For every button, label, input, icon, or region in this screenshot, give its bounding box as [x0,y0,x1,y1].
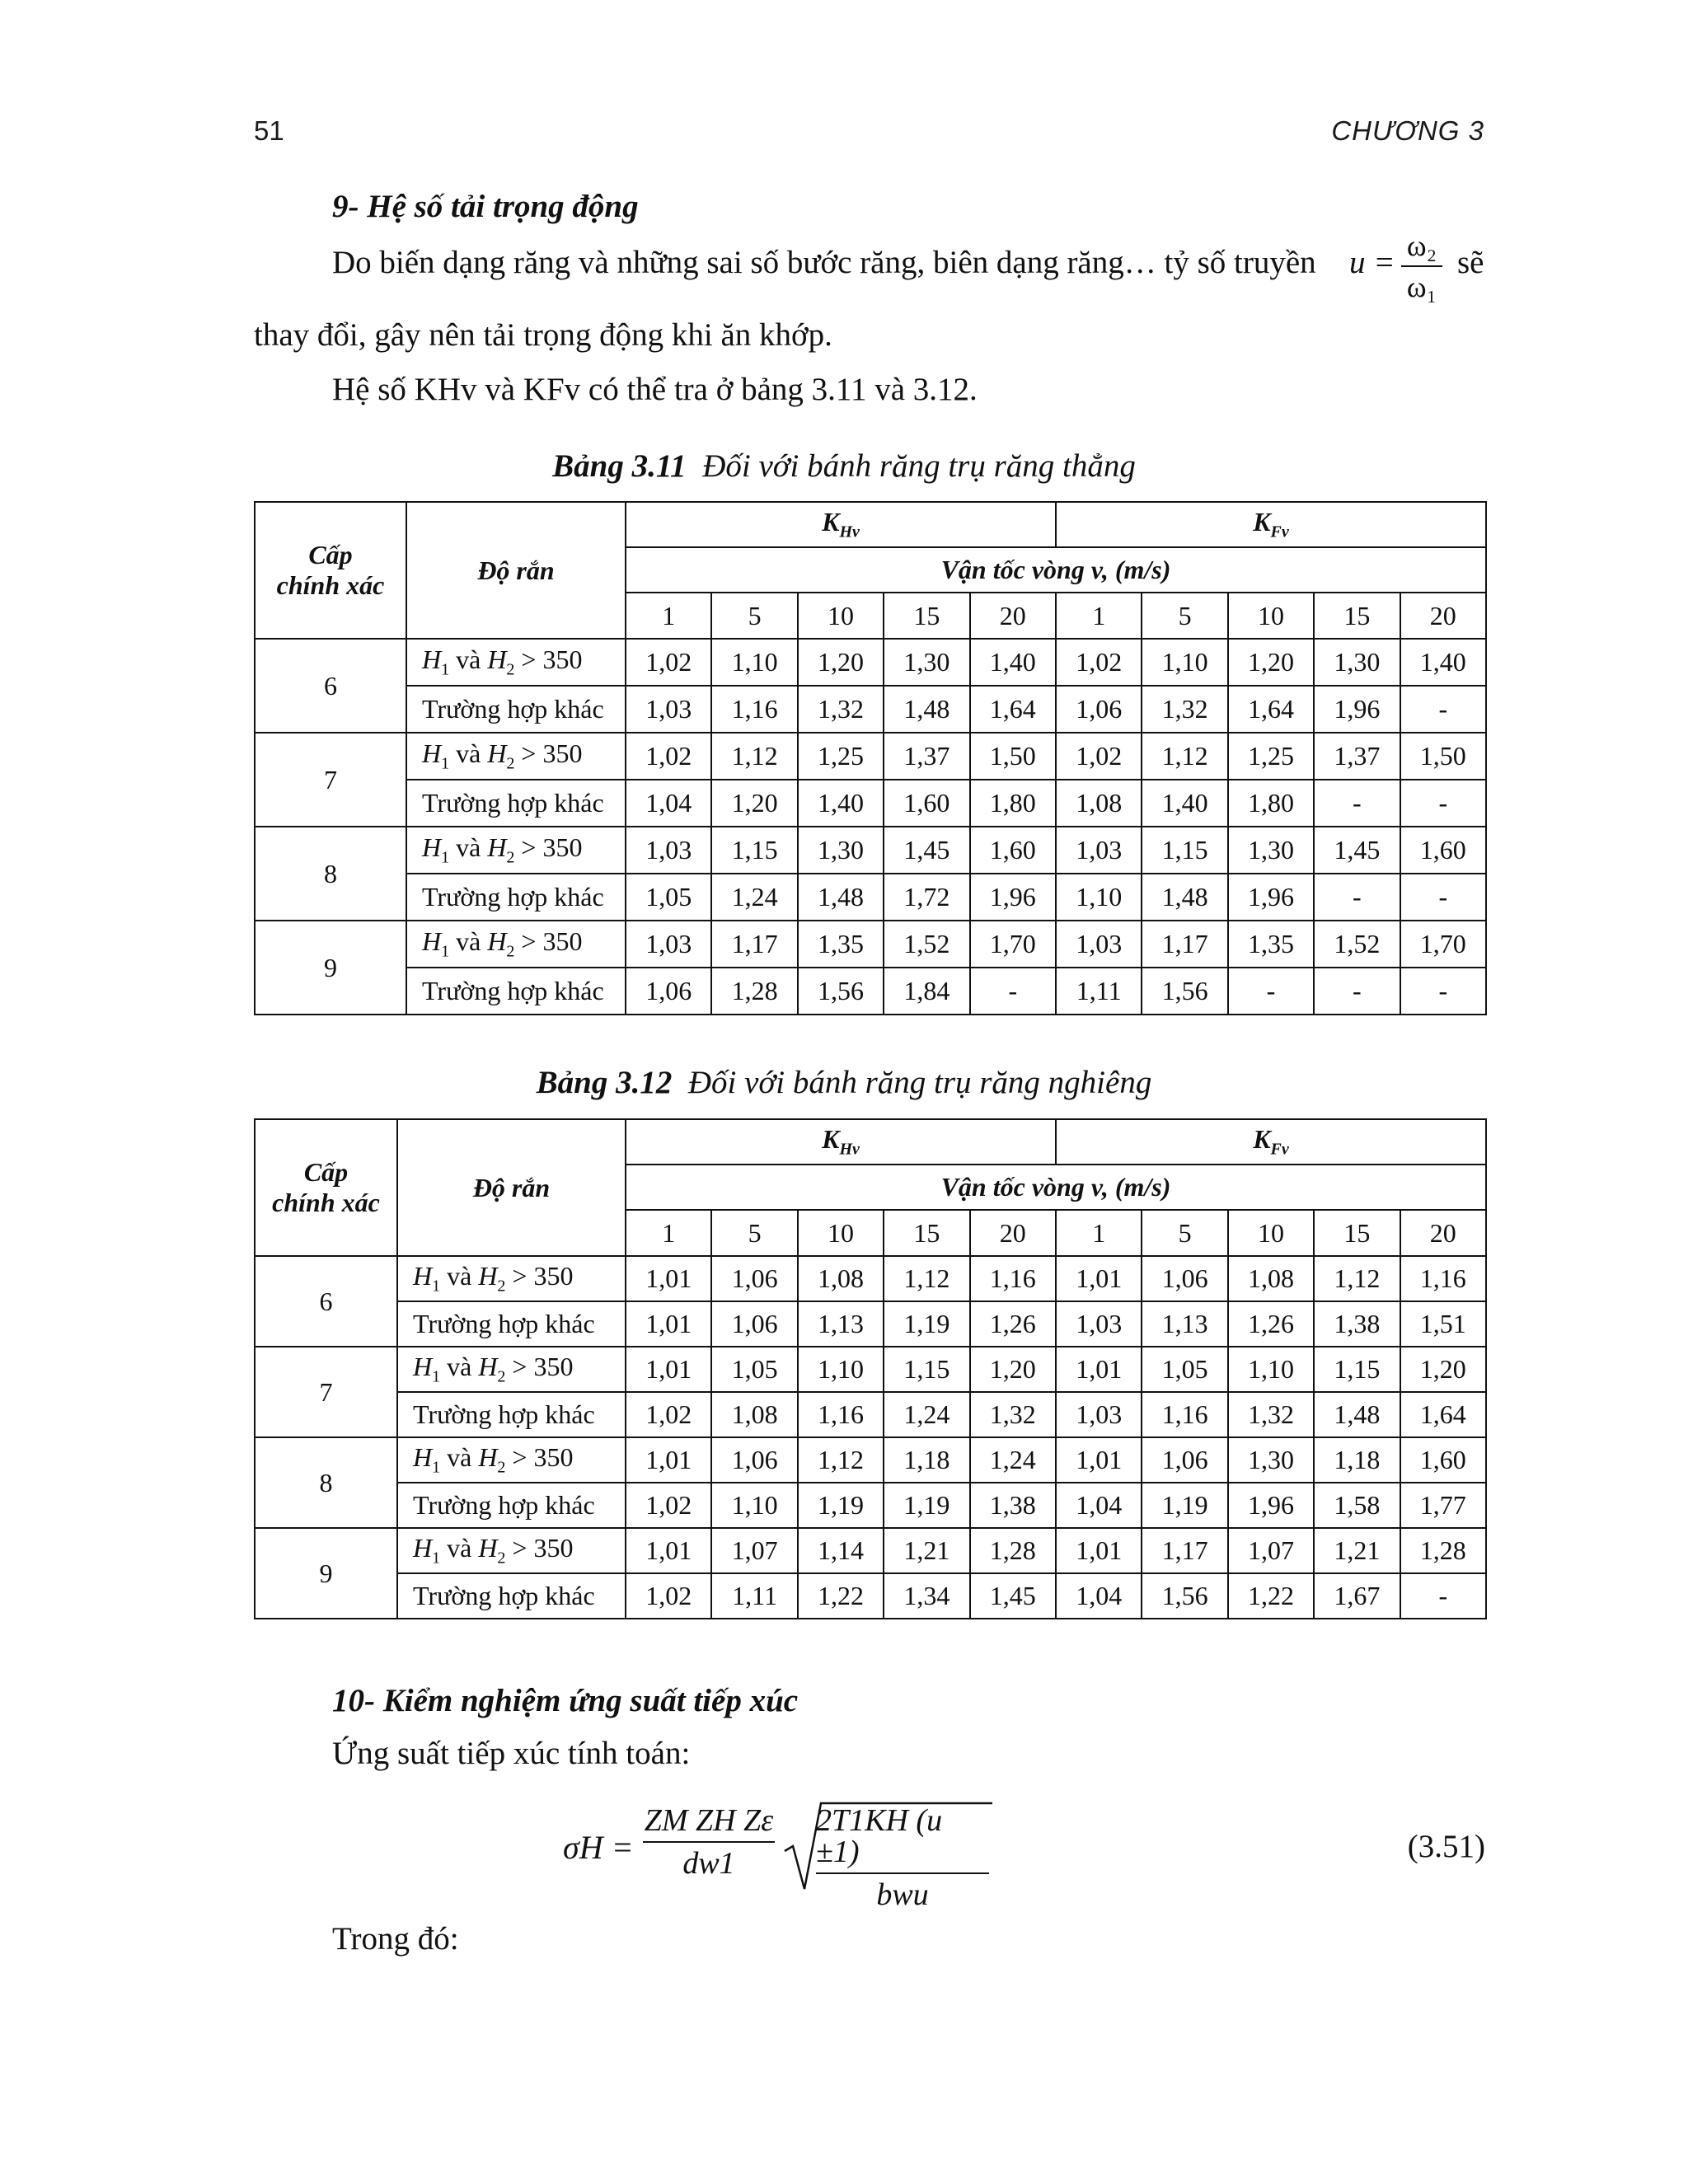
speed-header-cell: 1 [626,1210,711,1256]
value-cell: 1,67 [1314,1573,1400,1619]
value-cell: 1,03 [1056,827,1142,874]
value-cell: 1,03 [1056,1392,1142,1437]
formula-lhs: σH = [563,1829,634,1866]
value-cell: 1,02 [626,1392,711,1437]
speed-header-cell: 15 [1314,593,1400,639]
value-cell: 1,16 [970,1256,1056,1301]
header-kfv: $K_{Fv}$ [1056,502,1486,547]
table-row [255,1437,1486,1483]
value-cell: 1,01 [626,1301,711,1347]
value-cell: 1,15 [1314,1347,1400,1392]
value-cell: 1,16 [1142,1392,1227,1437]
value-cell: 1,28 [970,1528,1056,1573]
value-cell: 1,06 [711,1437,797,1483]
table-3-12-caption-number: Bảng 3.12 [536,1065,673,1100]
value-cell: 1,08 [798,1256,884,1301]
value-cell: 1,01 [626,1347,711,1392]
value-cell: 1,03 [626,921,711,968]
table-row [255,968,1486,1015]
value-cell: 1,32 [1142,686,1227,733]
value-cell: - [1400,780,1486,827]
section-10-title: 10- Kiểm nghiệm ứng suất tiếp xúc [332,1683,799,1718]
value-cell: 1,52 [884,921,969,968]
value-cell: 1,04 [626,780,711,827]
speed-header-cell: 10 [798,1210,884,1256]
value-cell: 1,56 [1142,968,1227,1015]
grade-cell: 7 [255,1347,397,1437]
value-cell: 1,01 [1056,1528,1142,1573]
value-cell: 1,26 [1228,1301,1314,1347]
fraction-bar [1401,265,1442,267]
value-cell: 1,50 [970,733,1056,780]
value-cell: 1,10 [798,1347,884,1392]
value-cell: 1,22 [1228,1573,1314,1619]
value-cell: 1,40 [970,639,1056,686]
value-cell: 1,04 [1056,1483,1142,1528]
value-cell: 1,02 [626,733,711,780]
value-cell: 1,07 [1228,1528,1314,1573]
value-cell: 1,80 [970,780,1056,827]
value-cell: 1,40 [798,780,884,827]
value-cell: 1,70 [970,921,1056,968]
value-cell: - [1228,968,1314,1015]
value-cell: 1,37 [884,733,969,780]
value-cell: 1,60 [1400,1437,1486,1483]
value-cell: - [1400,686,1486,733]
value-cell: 1,37 [1314,733,1400,780]
ratio-numerator: ω₂ [1406,229,1437,262]
value-cell: 1,01 [1056,1437,1142,1483]
value-cell: 1,30 [1228,1437,1314,1483]
value-cell: 1,15 [1142,827,1227,874]
formula-root-numerator: 2T1KH (u ±1) [816,1803,943,1869]
section-9-paragraph-1-end: sẽ [1457,245,1484,280]
value-cell: 1,21 [884,1528,969,1573]
speed-header-cell: 15 [1314,1210,1400,1256]
value-cell: 1,02 [1056,733,1142,780]
grade-cell: 8 [255,827,406,921]
table-3-11-caption-number: Bảng 3.11 [552,448,687,484]
value-cell: 1,64 [1400,1392,1486,1437]
grade-cell: 8 [255,1437,397,1528]
value-cell: 1,01 [1056,1256,1142,1301]
value-cell: 1,10 [1228,1347,1314,1392]
value-cell: 1,04 [1056,1573,1142,1619]
value-cell: 1,28 [1400,1528,1486,1573]
hardness-cell: $H_1$ và $H_2 > 350$ [406,921,626,968]
value-cell: 1,40 [1142,780,1227,827]
value-cell: 1,48 [798,874,884,921]
speed-header-cell: 1 [626,593,711,639]
formula-root-denominator: bwu [876,1877,929,1912]
value-cell: - [1314,968,1400,1015]
table-row [255,874,1486,921]
speed-header-cell: 5 [1142,1210,1227,1256]
value-cell: 1,12 [884,1256,969,1301]
value-cell: 1,19 [798,1483,884,1528]
value-cell: 1,13 [798,1301,884,1347]
value-cell: 1,84 [884,968,969,1015]
value-cell: - [1314,874,1400,921]
speed-header-cell: 15 [884,1210,969,1256]
value-cell: 1,01 [626,1437,711,1483]
value-cell: 1,03 [626,686,711,733]
hardness-cell: Trường hợp khác [406,780,626,827]
value-cell: 1,02 [626,1573,711,1619]
value-cell: 1,22 [798,1573,884,1619]
fraction-bar [816,1872,989,1874]
value-cell: 1,11 [711,1573,797,1619]
value-cell: 1,10 [711,1483,797,1528]
value-cell: 1,56 [1142,1573,1227,1619]
table-row [255,921,1486,968]
value-cell: 1,20 [798,639,884,686]
grade-cell: 6 [255,639,406,733]
value-cell: 1,06 [711,1301,797,1347]
grade-cell: 9 [255,921,406,1015]
value-cell: 1,02 [626,639,711,686]
hardness-cell: Trường hợp khác [406,874,626,921]
value-cell: 1,51 [1400,1301,1486,1347]
value-cell: 1,07 [711,1528,797,1573]
fraction-bar [643,1841,775,1843]
section-10-paragraph-1: Ứng suất tiếp xúc tính toán: [332,1736,691,1771]
value-cell: 1,35 [1228,921,1314,968]
hardness-cell: Trường hợp khác [397,1573,626,1619]
hardness-cell: $H_1$ và $H_2 > 350$ [406,639,626,686]
value-cell: 1,05 [1142,1347,1227,1392]
value-cell: 1,01 [626,1256,711,1301]
value-cell: 1,19 [884,1483,969,1528]
speed-header-cell: 10 [798,593,884,639]
value-cell: 1,30 [884,639,969,686]
value-cell: 1,15 [884,1347,969,1392]
hardness-cell: $H_1$ và $H_2 > 350$ [406,827,626,874]
chapter-label: CHƯƠNG 3 [1331,115,1484,146]
value-cell: 1,35 [798,921,884,968]
value-cell: 1,01 [626,1528,711,1573]
hardness-cell: $H_1$ và $H_2 > 350$ [397,1528,626,1573]
value-cell: 1,72 [884,874,969,921]
value-cell: 1,16 [798,1392,884,1437]
value-cell: - [1400,1573,1486,1619]
table-3-12-caption [0,1064,1688,1101]
value-cell: 1,06 [711,1256,797,1301]
speed-header-cell: 20 [970,593,1056,639]
table-row [255,1483,1486,1528]
header-grade: Cấp chính xác [255,1119,397,1256]
table-3-12 [254,1118,1487,1619]
value-cell: 1,16 [1400,1256,1486,1301]
table-3-11 [254,501,1487,1015]
value-cell: 1,24 [711,874,797,921]
speed-header-cell: 20 [1400,1210,1486,1256]
grade-cell: 9 [255,1528,397,1619]
header-khv: $K_{Hv}$ [626,1119,1056,1165]
formula-root-fraction [816,1805,989,1910]
formula-fraction [643,1805,775,1879]
header-grade: Cấp chính xác [255,502,406,639]
value-cell: 1,60 [970,827,1056,874]
value-cell: 1,02 [1056,639,1142,686]
value-cell: 1,48 [884,686,969,733]
table-row [255,1573,1486,1619]
hardness-cell: $H_1$ và $H_2 > 350$ [397,1256,626,1301]
value-cell: 1,20 [1400,1347,1486,1392]
value-cell: 1,96 [1314,686,1400,733]
value-cell: 1,20 [1228,639,1314,686]
header-speed: Vận tốc vòng v, (m/s) [626,1165,1486,1210]
value-cell: 1,20 [711,780,797,827]
value-cell: 1,28 [711,968,797,1015]
value-cell: 1,60 [884,780,969,827]
formula-number: (3.51) [1407,1829,1485,1864]
value-cell: 1,08 [711,1392,797,1437]
value-cell: 1,77 [1400,1483,1486,1528]
value-cell: 1,06 [1142,1437,1227,1483]
value-cell: 1,18 [1314,1437,1400,1483]
value-cell: 1,05 [711,1347,797,1392]
formula-denominator: dw1 [682,1846,735,1881]
value-cell: - [1314,780,1400,827]
value-cell: - [970,968,1056,1015]
value-cell: 1,70 [1400,921,1486,968]
hardness-cell: $H_1$ và $H_2 > 350$ [397,1437,626,1483]
value-cell: 1,10 [1056,874,1142,921]
value-cell: 1,30 [1228,827,1314,874]
table-row [255,1301,1486,1347]
value-cell: 1,12 [1314,1256,1400,1301]
section-9-title: 9- Hệ số tải trọng động [332,189,639,224]
section-10-paragraph-2: Trong đó: [332,1921,459,1957]
table-row [255,827,1486,874]
value-cell: 1,20 [970,1347,1056,1392]
value-cell: 1,40 [1400,639,1486,686]
table-3-11-caption-text: Đối với bánh răng trụ răng thẳng [702,448,1136,484]
value-cell: 1,03 [626,827,711,874]
ratio-denominator: ω₁ [1406,270,1437,303]
value-cell: 1,12 [711,733,797,780]
value-cell: 1,02 [626,1483,711,1528]
value-cell: 1,52 [1314,921,1400,968]
value-cell: 1,12 [798,1437,884,1483]
value-cell: - [1400,874,1486,921]
hardness-cell: Trường hợp khác [406,968,626,1015]
hardness-cell: Trường hợp khác [397,1483,626,1528]
value-cell: 1,45 [1314,827,1400,874]
value-cell: 1,56 [798,968,884,1015]
table-row [255,780,1486,827]
table-row [255,733,1486,780]
header-speed: Vận tốc vòng v, (m/s) [626,547,1486,593]
value-cell: 1,16 [711,686,797,733]
table-row [255,1347,1486,1392]
value-cell: 1,19 [884,1301,969,1347]
ratio-symbol: u = [1349,245,1395,280]
section-9-paragraph-1-line-2: thay đổi, gây nên tải trọng động khi ăn khớp. [254,317,832,353]
value-cell: 1,25 [1228,733,1314,780]
value-cell: 1,03 [1056,921,1142,968]
hardness-cell: $H_1$ và $H_2 > 350$ [406,733,626,780]
value-cell: 1,17 [1142,921,1227,968]
value-cell: 1,58 [1314,1483,1400,1528]
value-cell: 1,64 [1228,686,1314,733]
section-9-paragraph-2: Hệ số KHv và KFv có thể tra ở bảng 3.11 và 3.12. [332,372,978,407]
speed-header-cell: 1 [1056,1210,1142,1256]
ratio-fraction [1401,231,1442,302]
value-cell: 1,18 [884,1437,969,1483]
value-cell: 1,17 [1142,1528,1227,1573]
table-row [255,1528,1486,1573]
value-cell: 1,10 [711,639,797,686]
grade-cell: 7 [255,733,406,827]
table-row [255,639,1486,686]
value-cell: 1,32 [798,686,884,733]
hardness-cell: Trường hợp khác [406,686,626,733]
value-cell: 1,38 [970,1483,1056,1528]
value-cell: 1,08 [1228,1256,1314,1301]
value-cell: 1,11 [1056,968,1142,1015]
value-cell: 1,45 [884,827,969,874]
speed-header-cell: 10 [1228,593,1314,639]
value-cell: 1,24 [884,1392,969,1437]
value-cell: 1,45 [970,1573,1056,1619]
value-cell: 1,30 [1314,639,1400,686]
section-9-paragraph-1: Do biến dạng răng và những sai số bước răng, biên dạng răng… tỷ số truyền [332,245,1316,280]
value-cell: 1,48 [1314,1392,1400,1437]
value-cell: 1,32 [1228,1392,1314,1437]
value-cell: 1,12 [1142,733,1227,780]
value-cell: 1,08 [1056,780,1142,827]
value-cell: 1,06 [1056,686,1142,733]
value-cell: 1,38 [1314,1301,1400,1347]
value-cell: - [1400,968,1486,1015]
header-hardness: Độ rắn [406,502,626,639]
hardness-cell: Trường hợp khác [397,1301,626,1347]
value-cell: 1,96 [1228,1483,1314,1528]
table-3-11-caption [0,448,1688,485]
value-cell: 1,05 [626,874,711,921]
speed-header-cell: 1 [1056,593,1142,639]
header-khv: $K_{Hv}$ [626,502,1056,547]
header-kfv: $K_{Fv}$ [1056,1119,1486,1165]
value-cell: 1,80 [1228,780,1314,827]
header-hardness: Độ rắn [397,1119,626,1256]
value-cell: 1,10 [1142,639,1227,686]
value-cell: 1,06 [1142,1256,1227,1301]
speed-header-cell: 10 [1228,1210,1314,1256]
value-cell: 1,48 [1142,874,1227,921]
value-cell: 1,96 [1228,874,1314,921]
value-cell: 1,13 [1142,1301,1227,1347]
speed-header-cell: 5 [711,593,797,639]
value-cell: 1,32 [970,1392,1056,1437]
value-cell: 1,03 [1056,1301,1142,1347]
value-cell: 1,26 [970,1301,1056,1347]
value-cell: 1,17 [711,921,797,968]
value-cell: 1,21 [1314,1528,1400,1573]
page-number: 51 [254,115,284,146]
value-cell: 1,19 [1142,1483,1227,1528]
value-cell: 1,15 [711,827,797,874]
value-cell: 1,34 [884,1573,969,1619]
speed-header-cell: 5 [1142,593,1227,639]
value-cell: 1,24 [970,1437,1056,1483]
table-3-12-caption-text: Đối với bánh răng trụ răng nghiêng [687,1065,1152,1100]
table-row [255,1392,1486,1437]
speed-header-cell: 5 [711,1210,797,1256]
speed-header-cell: 20 [970,1210,1056,1256]
value-cell: 1,06 [626,968,711,1015]
speed-header-cell: 20 [1400,593,1486,639]
value-cell: 1,25 [798,733,884,780]
formula-numerator: ZM ZH Zε [644,1803,774,1838]
table-row [255,686,1486,733]
table-row [255,1256,1486,1301]
value-cell: 1,96 [970,874,1056,921]
value-cell: 1,60 [1400,827,1486,874]
value-cell: 1,30 [798,827,884,874]
value-cell: 1,50 [1400,733,1486,780]
value-cell: 1,64 [970,686,1056,733]
hardness-cell: $H_1$ và $H_2 > 350$ [397,1347,626,1392]
value-cell: 1,14 [798,1528,884,1573]
value-cell: 1,01 [1056,1347,1142,1392]
grade-cell: 6 [255,1256,397,1347]
hardness-cell: Trường hợp khác [397,1392,626,1437]
speed-header-cell: 15 [884,593,969,639]
